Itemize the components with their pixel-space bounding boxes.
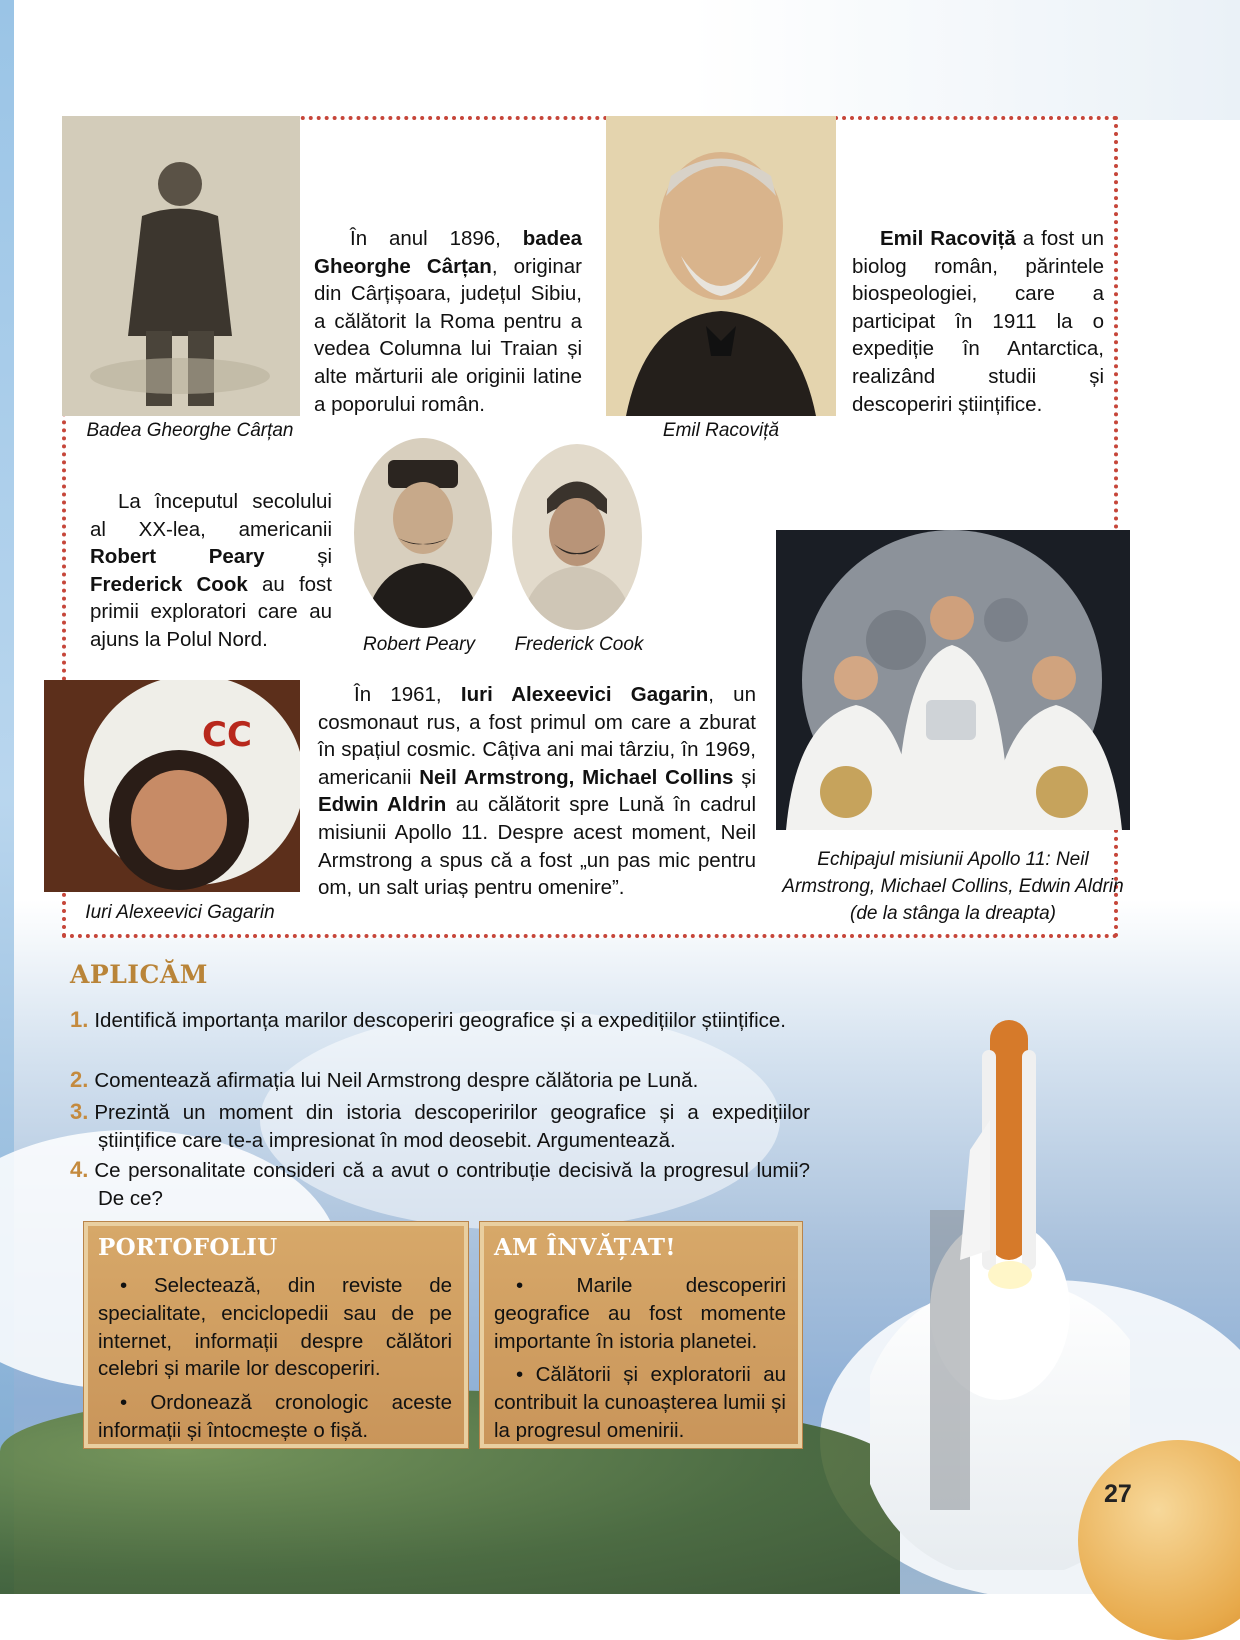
cartan-paragraph [314,225,582,418]
page-number: 27 [1104,1480,1132,1508]
space-shuttle-launch-image [870,1010,1130,1570]
text: La începutul secolului al XX-lea, americanii [90,490,332,541]
text: În 1961, [354,683,461,706]
portofoliu-box [84,1222,468,1448]
bold-name: Emil Racoviță [880,227,1016,250]
question-text: Comentează afirmația lui Neil Armstrong despre călătoria pe Lună. [94,1069,699,1092]
portofoliu-body [98,1272,452,1451]
portofoliu-item: • Ordonează cronologic aceste informații și întocmește o fișă. [98,1391,452,1442]
bold-name: Edwin Aldrin [318,793,447,817]
text: În anul 1896, [350,227,523,250]
question-number: 4. [70,1157,89,1182]
peary-photo [354,438,492,628]
question-3 [70,1098,810,1154]
text: , un cosmonaut rus, a fost primul om care a zburat în spațiul cosmic. Câțiva ani mai târziu, în 1969, americanii [318,683,756,789]
cook-caption: Frederick Cook [514,634,644,655]
am-invatat-item: • Călătorii și exploratorii au contribuit la cunoașterea lumii și la progresul omenirii. [494,1363,786,1442]
gagarin-paragraph [318,681,756,902]
am-invatat-item: • Marile descoperiri geografice au fost momente importante în istoria planetei. [494,1274,786,1353]
portofoliu-title: PORTOFOLIU [98,1234,278,1261]
bold-name: Robert Peary [90,545,265,569]
cartan-caption: Badea Gheorghe Cârțan [86,420,294,441]
am-invatat-box [480,1222,802,1448]
peary-caption: Robert Peary [363,634,475,655]
text: au fost primii exploratori care au ajuns la Polul Nord. [90,572,332,651]
racovita-paragraph [852,225,1104,418]
bold-name: Frederick Cook [90,572,248,596]
cook-photo [512,444,642,630]
apollo-crew-photo [776,530,1130,830]
question-number: 1. [70,1007,89,1032]
text: și [264,545,333,569]
aplicam-heading: APLICĂM [70,960,208,989]
racovita-caption: Emil Racoviță [662,420,780,441]
text: a fost un biolog român, părintele biospeologiei, care a participat în 1911 la o expediție în Antarctica, realizând studii și descoperiri științifice. [852,227,1104,416]
question-text: Ce personalitate consideri că a avut o contribuție decisivă la progresul lumii? De ce? [94,1159,810,1210]
portofoliu-item: • Selectează, din reviste de specialitate, enciclopedii sau de pe internet, informații despre călători celebri și marile lor descoperiri. [98,1274,452,1381]
question-number: 3. [70,1099,89,1124]
helmet-letters: CC [202,715,252,755]
cartan-photo [62,116,300,416]
question-2 [70,1066,810,1095]
apollo-caption: Echipajul misiunii Apollo 11: Neil Armstrong, Michael Collins, Edwin Aldrin (de la stânga la dreapta) [782,849,1124,924]
question-text: Prezintă un moment din istoria descoperirilor geografice și a expedițiilor științifice care te-a impresionat în mod deosebit. Argumentează. [94,1101,810,1152]
question-text: Identifică importanța marilor descoperiri geografice și a expedițiilor științifice. [94,1009,786,1032]
gagarin-photo [44,680,300,892]
text: au călătorit spre Lună în cadrul misiunii Apollo 11. Despre acest moment, Neil Armstrong a spus că a fost „un pas mic pentru om, un salt uriaș pentru omenire”. [318,793,757,900]
text: , originar din Cârțișoara, județul Sibiu, a călătorit la Roma pentru a vedea Columna lui Traian și alte mărturii ale originii latine a poporului român. [314,254,582,416]
question-number: 2. [70,1067,89,1092]
am-invatat-body [494,1272,786,1451]
peary-cook-paragraph [90,488,332,654]
am-invatat-title: AM ÎNVĂȚAT! [494,1234,676,1261]
bold-name: Neil Armstrong, Michael Collins [419,765,734,789]
bold-name: Iuri Alexeevici Gagarin [460,683,709,706]
racovita-photo [606,116,836,416]
background-top-fade [690,0,1240,120]
question-4 [70,1156,810,1212]
bold-name: badea Gheorghe Cârțan [314,227,582,278]
question-1 [70,1006,810,1035]
text: și [733,765,757,789]
gagarin-caption: Iuri Alexeevici Gagarin [85,902,275,923]
